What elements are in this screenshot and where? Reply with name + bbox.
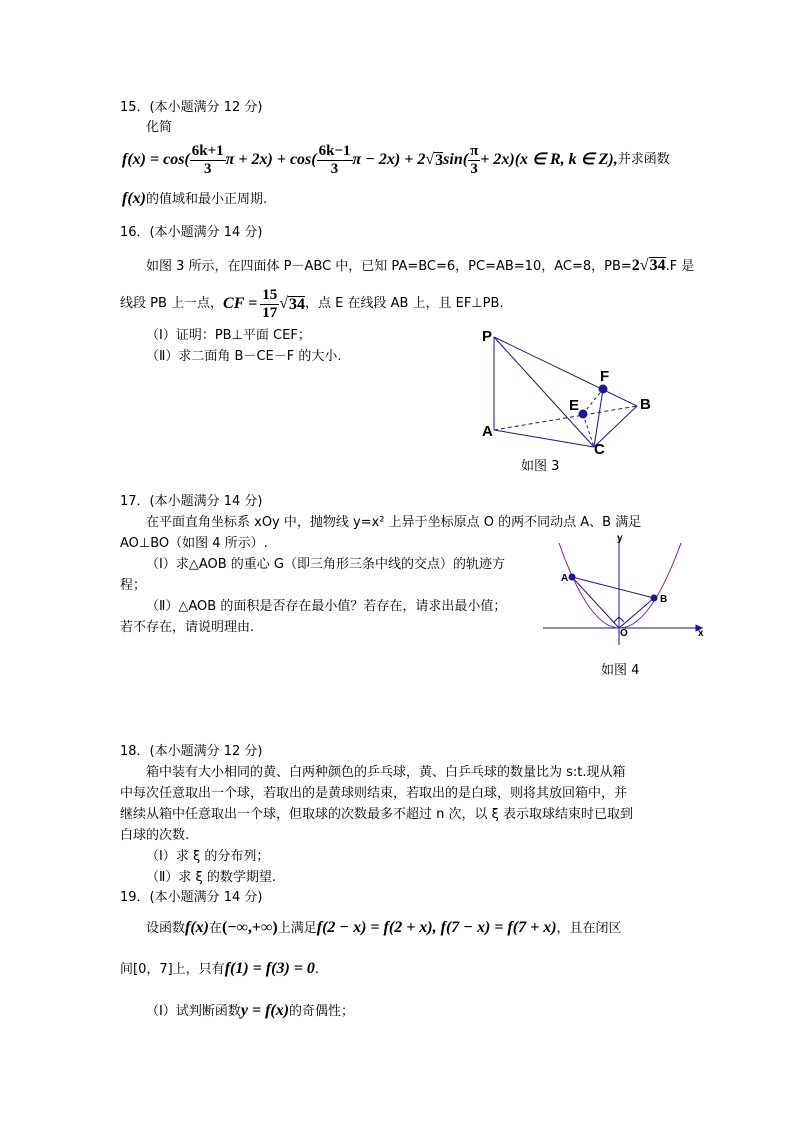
q15-formula: f(x) = cos( $\frac{6k+1}{3}$ π + 2x) + cos( $\frac{6k-1}{3}$ π − 2x) + 2 √ 3 sin( $\frac{\pi}{3}$ + 2x)(x ∈ R, k ∈ Z), 并求函数 <box>122 142 670 177</box>
point-f <box>599 385 608 394</box>
q16-line2-tail: ，点 E 在线段 AB 上，且 EF⊥PB. <box>304 296 504 311</box>
q18-part2: （Ⅱ）求 ξ 的数学期望. <box>146 870 277 885</box>
q19-line2: 间[0，7]上，只有f(1) = f(3) = 0. <box>120 960 320 977</box>
label-c: C <box>594 441 605 458</box>
label-origin: O <box>620 628 628 639</box>
q16-part2: （Ⅱ）求二面角 B－CE－F 的大小. <box>146 349 342 364</box>
q15-header: 15．(本小题满分 12 分) <box>120 100 263 115</box>
q19-part1: （Ⅰ）试判断函数y = f(x)的奇偶性； <box>146 1002 355 1019</box>
q19-interval: (−∞,+∞) <box>222 919 278 936</box>
label-f: F <box>600 368 610 385</box>
q16-line2: 线段 PB 上一点， CF = $\frac{15}{17}$ √ 34 ，点 E 在线段 AB 上，且 EF⊥PB. <box>120 286 504 321</box>
q18-line4: 白球的次数. <box>120 828 190 843</box>
q16-cf-lhs: CF = <box>223 295 258 312</box>
q15-line2-math: f(x) <box>122 190 146 207</box>
q19-symmetry: f(2 − x) = f(2 + x), f(7 − x) = f(7 + x) <box>316 919 557 936</box>
q16-pb-sqrt: 34 <box>649 257 666 274</box>
figure-3-caption: 如图 3 <box>521 459 560 474</box>
q16-cf-sqrt: 34 <box>288 295 305 313</box>
q16-part1: （Ⅰ）证明：PB⊥平面 CEF； <box>146 328 311 343</box>
q19-header: 19．(本小题满分 14 分) <box>120 890 263 905</box>
q16-pb-coef: 2 <box>631 257 640 274</box>
q15-frac1: $\frac{6k+1}{3}$ <box>191 142 224 177</box>
q17-part1-a: （Ⅰ）求△AOB 的重心 G（即三角形三条中线的交点）的轨迹方 <box>146 557 505 572</box>
q17-part2-b: 若不存在，请说明理由. <box>120 620 255 635</box>
q19-line1: 设函数f(x)在(−∞,+∞)上满足f(2 − x) = f(2 + x), f(7 − x) = f(7 + x)，且在闭区 <box>146 919 622 936</box>
q18-line2: 中每次任意取出一个球，若取出的是黄球则结束，若取出的是白球，则将其放回箱中，并 <box>120 786 628 801</box>
q15-formula-lhs: f(x) = cos( <box>122 151 190 168</box>
figure-4-caption: 如图 4 <box>601 663 640 678</box>
q16-line2-head: 线段 PB 上一点， <box>120 296 224 311</box>
q19-zeros: f(1) = f(3) = 0 <box>224 960 315 977</box>
label-p: P <box>482 328 493 345</box>
q19-fx: f(x) <box>185 919 209 936</box>
q15-frac3: $\frac{\pi}{3}$ <box>470 142 479 177</box>
q15-sqrt: 3 <box>435 151 444 169</box>
label-a: A <box>482 423 493 440</box>
q18-header: 18．(本小题满分 12 分) <box>120 744 263 759</box>
q17-line2: AO⊥BO（如图 4 所示）. <box>120 536 268 551</box>
point-b <box>651 595 658 602</box>
q18-line1: 箱中装有大小相同的黄、白两种颜色的乒乓球，黄、白乒乓球的数量比为 s:t.现从箱 <box>146 765 626 780</box>
label-b: B <box>640 396 651 413</box>
q17-line1: 在平面直角坐标系 xOy 中，抛物线 y=x² 上异于坐标原点 O 的两不同动点 A、B 满足 <box>146 515 642 530</box>
q15-formula-mid2: π − 2x) + 2 <box>352 151 426 168</box>
q15-frac2: $\frac{6k-1}{3}$ <box>318 142 351 177</box>
q16-cf-frac: $\frac{15}{17}$ <box>262 286 278 321</box>
q19-part1-math: y = f(x) <box>240 1002 290 1019</box>
label-e: E <box>569 397 580 414</box>
label-point-a: A <box>561 573 569 584</box>
q15-after-formula: 并求函数 <box>617 152 670 167</box>
q15-formula-tail: + 2x)(x ∈ R, k ∈ Z), <box>480 151 618 168</box>
q15-formula-mid1: π + 2x) + cos( <box>225 151 317 168</box>
q15-formula-mid3: sin( <box>443 151 469 168</box>
q17-header: 17．(本小题满分 14 分) <box>120 494 263 509</box>
q16-line1-text: 如图 3 所示，在四面体 P－ABC 中，已知 PA=BC=6，PC=AB=10，AC=8，PB= <box>146 259 632 274</box>
label-x-axis: x <box>698 628 704 639</box>
figure-3-tetrahedron <box>470 320 670 460</box>
q18-line3: 继续从箱中任意取出一个球，但取球的次数最多不超过 n 次，以 ξ 表示取球结束时已取到 <box>120 807 634 822</box>
point-e <box>579 410 588 419</box>
q15-line2-text: 的值域和最小正周期. <box>145 192 268 207</box>
label-y-axis: y <box>617 533 623 544</box>
q15-intro: 化简 <box>146 120 173 135</box>
q16-line1: 如图 3 所示，在四面体 P－ABC 中，已知 PA=BC=6，PC=AB=10，AC=8，PB=2√34.F 是 <box>146 257 695 274</box>
q17-part2-a: （Ⅱ）△AOB 的面积是否存在最小值？若存在，请求出最小值； <box>146 599 507 614</box>
q15-line2 <box>122 191 267 208</box>
q16-header: 16．(本小题满分 14 分) <box>120 225 263 240</box>
q16-line1-tail: .F 是 <box>665 259 695 274</box>
point-a <box>569 574 576 581</box>
q17-part1-b: 程； <box>120 578 147 593</box>
q18-part1: （Ⅰ）求 ξ 的分布列； <box>146 849 270 864</box>
label-point-b: B <box>660 594 668 605</box>
